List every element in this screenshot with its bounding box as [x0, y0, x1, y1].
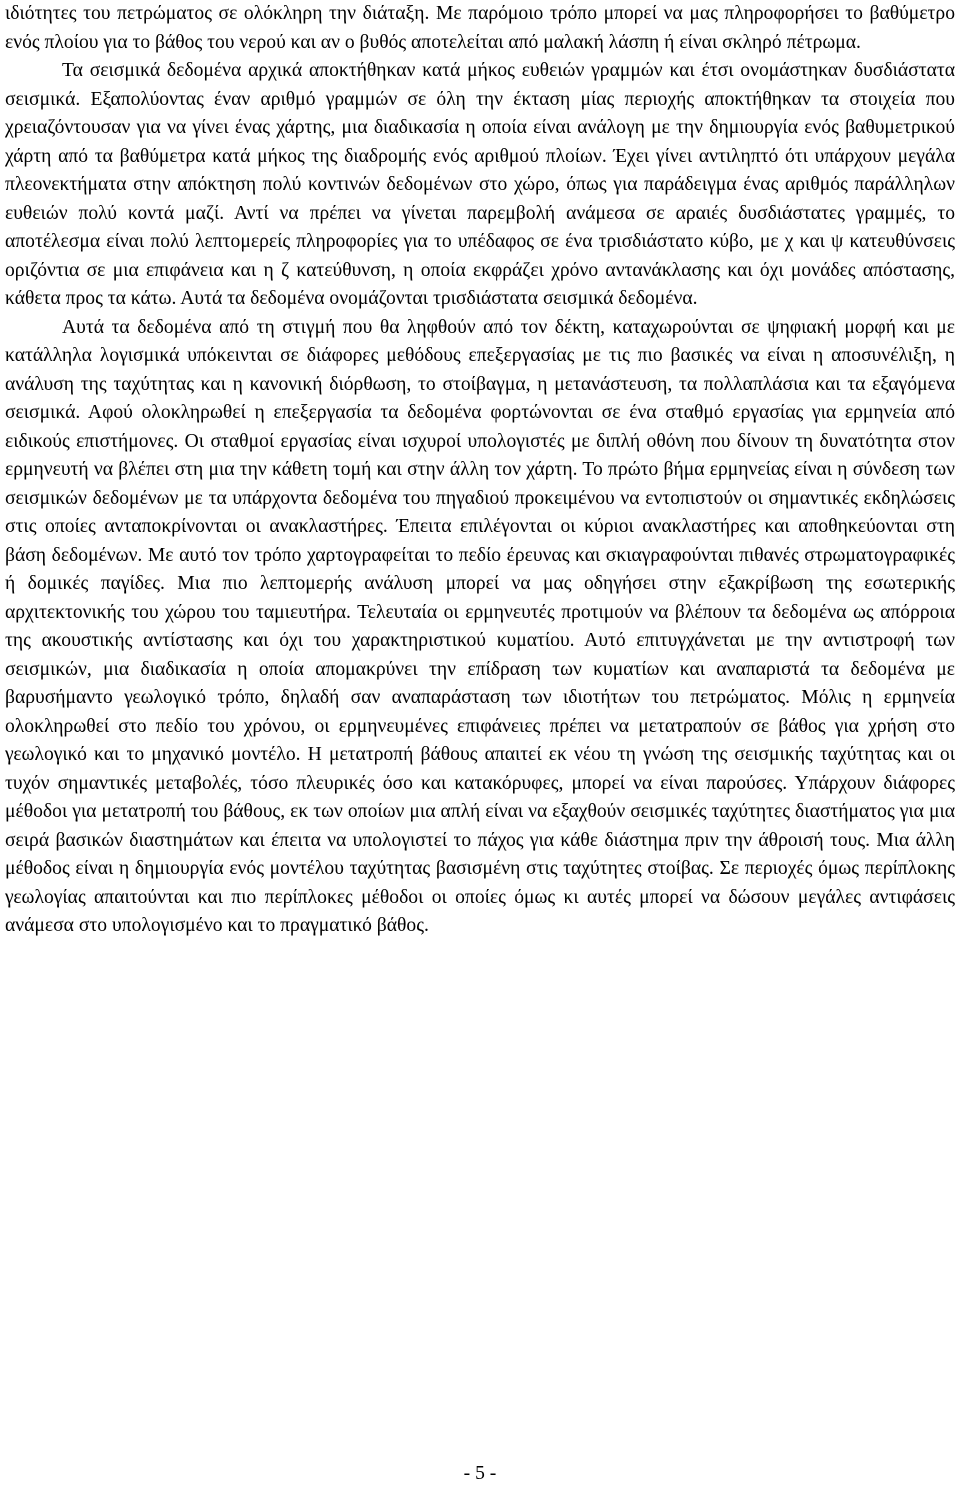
page-number: - 5 -: [463, 1463, 497, 1484]
paragraph-processing: Αυτά τα δεδομένα από τη στιγμή που θα ληφθούν από τον δέκτη, καταχωρούνται σε ψηφιακή μορφή και με κατάλληλα λογισμικά υπόκεινται σε διάφορες μεθόδους επεξεργασίας με τις πιο βασικές να είναι η αποσυνέλιξη, η ανάλυση της ταχύτητας και η κανονική διόρθωση, το στοίβαγμα, η μετανάστευση, τα πολλαπλάσια και τα εξαγόμενα σεισμικά. Αφού ολοκληρωθεί η επεξεργασία τα δεδομένα φορτώνονται σε ένα σταθμό εργασίας για ερμηνεία από ειδικούς επιστήμονες. Οι σταθμοί εργασίας είναι ισχυροί υπολογιστές με διπλή οθόνη που δίνουν τη δυνατότητα στον ερμηνευτή να βλέπει στη μια την κάθετη τομή και στην άλλη τον χάρτη. Το πρώτο βήμα ερμηνείας είναι η σύνδεση των σεισμικών δεδομένων με τα υπάρχοντα δεδομένα του πηγαδιού προκειμένου να εντοπιστούν οι σημαντικές εκδηλώσεις στις οποίες ανταποκρίνονται οι ανακλαστήρες. Έπειτα επιλέγονται οι κύριοι ανακλαστήρες και αποθηκεύονται στη βάση δεδομένων. Με αυτό τον τρόπο χαρτογραφείται το πεδίο έρευνας και σκιαγραφούνται πιθανές στρωματογραφικές ή δομικές παγίδες. Μια πιο λεπτομερής ανάλυση μπορεί να μας οδηγήσει στην εξακρίβωση της εσωτερικής αρχιτεκτονικής του χώρου του ταμιευτήρα. Τελευταία οι ερμηνευτές προτιμούν να βλέπουν τα δεδομένα ως απόρροια της ακουστικής αντίστασης και όχι του χαρακτηριστικού κυματίου. Αυτό επιτυγχάνεται με την αντιστροφή των σεισμικών, μια διαδικασία η οποία απομακρύνει την επίδραση των κυματίων και αναπαριστά τα δεδομένα με βαρυσήμαντο γεωλογικό τρόπο, δηλαδή σαν αναπαράσταση των ιδιοτήτων του πετρώματος. Μόλις η ερμηνεία ολοκληρωθεί στο πεδίο του χρόνου, οι ερμηνευμένες επιφάνειες πρέπει να μετατραπούν σε βάθος για χρήση στο γεωλογικό και το μηχανικό μοντέλο. Η μετατροπή βάθους απαιτεί εκ νέου τη γνώση της σεισμικής ταχύτητας και οι τυχόν σημαντικές μεταβολές, τόσο πλευρικές όσο και κατακόρυφες, μπορεί να είναι παρούσες. Υπάρχουν διάφορες μέθοδοι για μετατροπή του βάθους, εκ των οποίων μια απλή είναι να εξαχθούν σεισμικές ταχύτητες διαστήματος για μια σειρά βασικών διαστημάτων και έπειτα να υπολογιστεί το πάχος για κάθε διάστημα πριν την άθροισή τους. Μια άλλη μέθοδος είναι η δημιουργία ενός μοντέλου ταχύτητας βασισμένη στις ταχύτητες στοίβας. Σε περιοχές όμως περίπλοκης γεωλογίας απαιτούνται και πιο περίπλοκες μέθοδοι οι οποίες όμως κι αυτές μπορεί να δώσουν μεγάλες αντιφάσεις ανάμεσα στο υπολογισμένο και το πραγματικό βάθος.: [5, 316, 955, 936]
paragraph-seismic-data: Τα σεισμικά δεδομένα αρχικά αποκτήθηκαν κατά μήκος ευθειών γραμμών και έτσι ονομάστηκαν δυσδιάστατα σεισμικά. Εξαπολύοντας έναν αριθμό γραμμών σε όλη την έκταση μίας περιοχής αποκτήθηκαν τα στοιχεία που χρειαζόντουσαν για να γίνει ένας χάρτης, μια διαδικασία η οποία είναι ανάλογη με την δημιουργία ενός βαθυμετρικού χάρτη από τα βαθύμετρα κατά μήκος της διαδρομής ενός αριθμού πλοίων. Έχει γίνει αντιληπτό ότι υπάρχουν μεγάλα πλεονεκτήματα στην απόκτηση πολύ κοντινών δεδομένων στο χώρο, όπως για παράδειγμα ένας αριθμός παράλληλων ευθειών πολύ κοντά μαζί. Αντί να πρέπει να γίνεται παρεμβολή ανάμεσα σε αραιές δυσδιάστατες γραμμές, το αποτέλεσμα είναι πολύ λεπτομερείς πληροφορίες για το υπέδαφος σε ένα τρισδιάστατο κύβο, με χ και ψ κατευθύνσεις οριζόντια σε μια επιφάνεια και η ζ κατεύθυνση, η οποία εκφράζει χρόνο αντανάκλασης και όχι μονάδες απόστασης, κάθετα προς τα κάτω. Αυτά τα δεδομένα ονομάζονται τρισδιάστατα σεισμικά δεδομένα.: [5, 60, 955, 309]
body-text: [5, 0, 955, 941]
paragraph-continuation: ιδιότητες του πετρώματος σε ολόκληρη την διάταξη. Με παρόμοιο τρόπο μπορεί να μας πληροφορήσει το βαθύμετρο ενός πλοίου για το βάθος του νερού και αν ο βυθός αποτελείται από μαλακή λάσπη ή είναι σκληρό πέτρωμα.: [5, 3, 955, 53]
